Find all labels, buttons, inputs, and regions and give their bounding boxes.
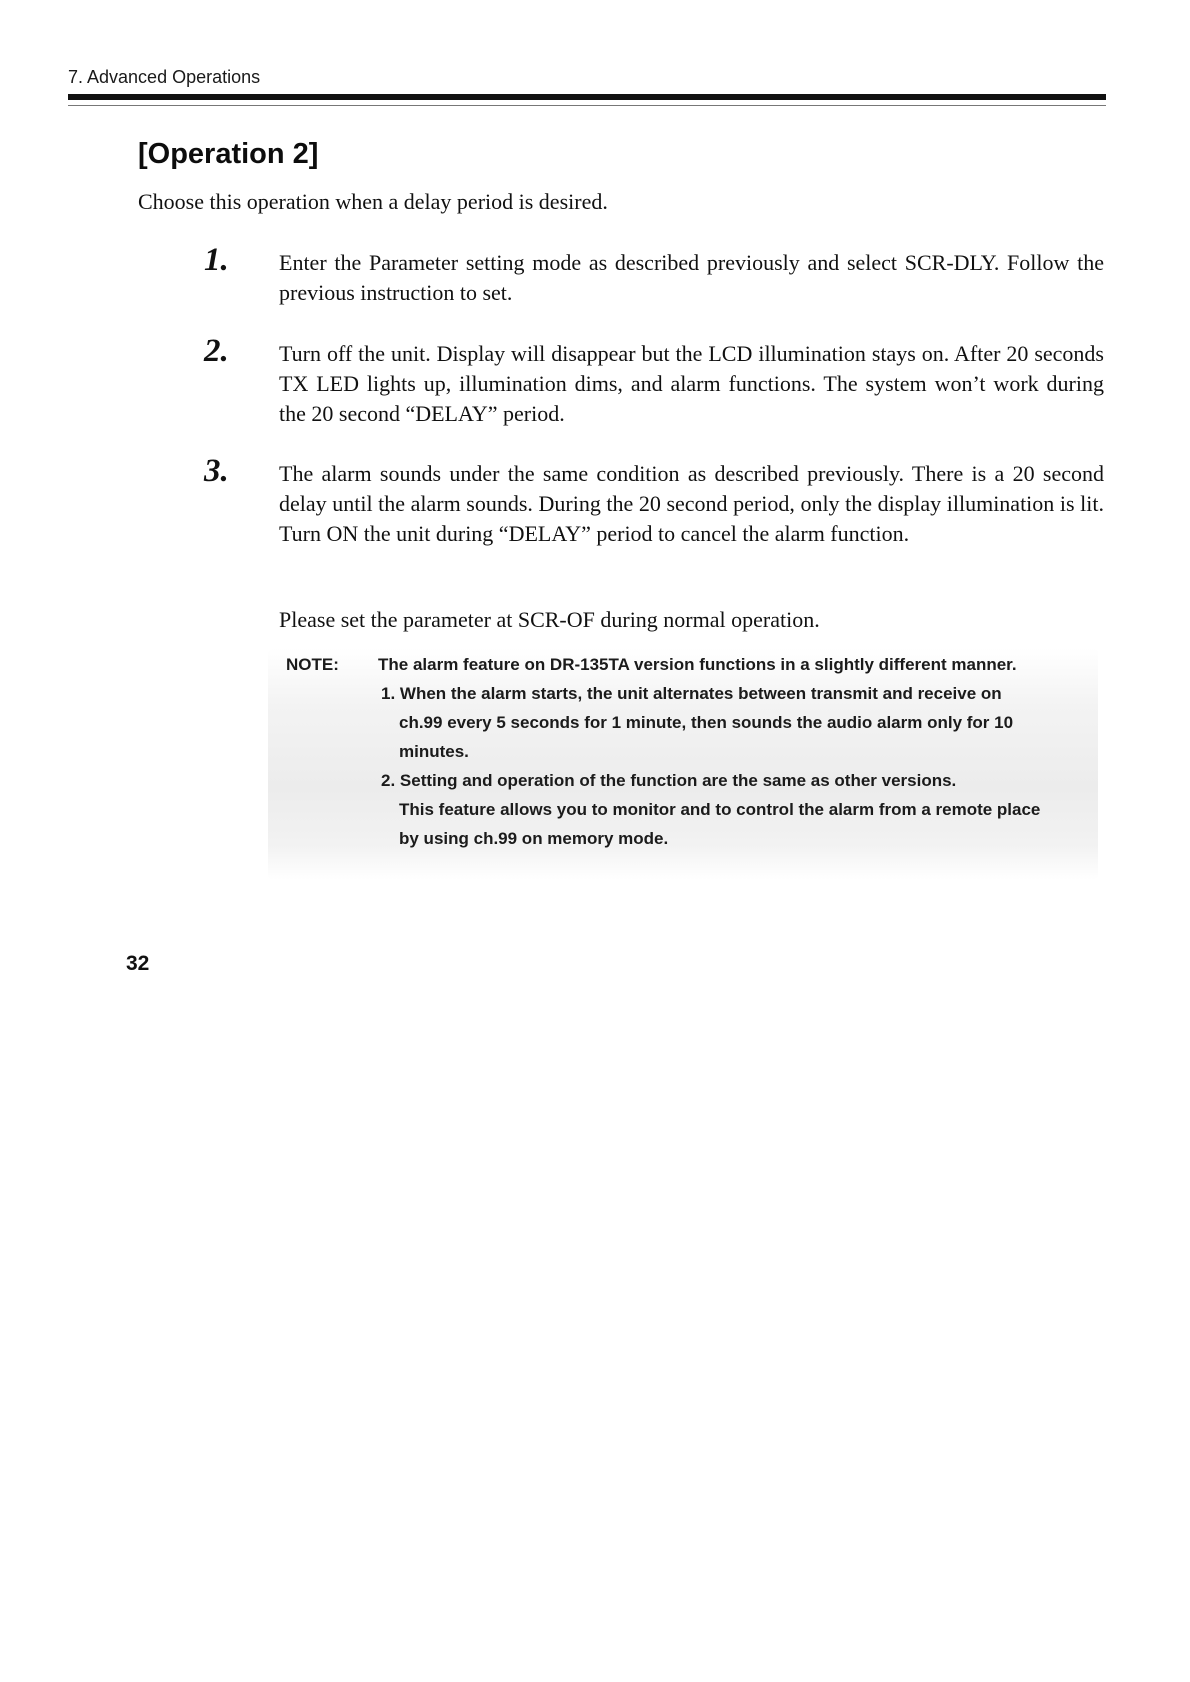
closing-instruction: Please set the parameter at SCR-OF during normal operation. bbox=[279, 607, 820, 632]
step-text: Turn off the unit. Display will disappear but the LCD illumination stays on. After 20 seconds TX LED lights up, illumination dims, and alarm functions. The system won’t work during the 20 second “DELAY” period. bbox=[279, 341, 1104, 426]
step-number: 2. bbox=[204, 333, 229, 369]
section-intro: Choose this operation when a delay period is desired. bbox=[138, 189, 608, 214]
header-rule bbox=[68, 94, 1106, 100]
section-title: [Operation 2] bbox=[138, 138, 319, 170]
running-header: 7. Advanced Operations bbox=[68, 67, 261, 87]
note-box bbox=[268, 648, 1098, 880]
page-number: 32 bbox=[126, 952, 150, 975]
step-number: 3. bbox=[204, 453, 229, 489]
step-text: The alarm sounds under the same condition as described previously. There is a 20 second delay until the alarm sounds. During the 20 second period, only the display illumination is lit. Turn ON the unit during “DELAY” period to cancel the alarm function. bbox=[279, 461, 1104, 546]
note-line: by using ch.99 on memory mode. bbox=[399, 829, 669, 848]
note-line: This feature allows you to monitor and to control the alarm from a remote place bbox=[399, 800, 1041, 819]
note-line: minutes. bbox=[399, 742, 469, 761]
step-number: 1. bbox=[204, 242, 229, 278]
note-line: 1. When the alarm starts, the unit alternates between transmit and receive on bbox=[381, 684, 1002, 703]
step-text: Enter the Parameter setting mode as described previously and select SCR-DLY. Follow the previous instruction to set. bbox=[279, 250, 1104, 305]
note-label: NOTE: bbox=[286, 655, 339, 674]
note-line: 2. Setting and operation of the function are the same as other versions. bbox=[381, 771, 957, 790]
header-rule-thin bbox=[68, 105, 1106, 106]
note-line: ch.99 every 5 seconds for 1 minute, then sounds the audio alarm only for 10 bbox=[399, 713, 1014, 732]
note-line: The alarm feature on DR-135TA version functions in a slightly different manner. bbox=[378, 655, 1017, 674]
